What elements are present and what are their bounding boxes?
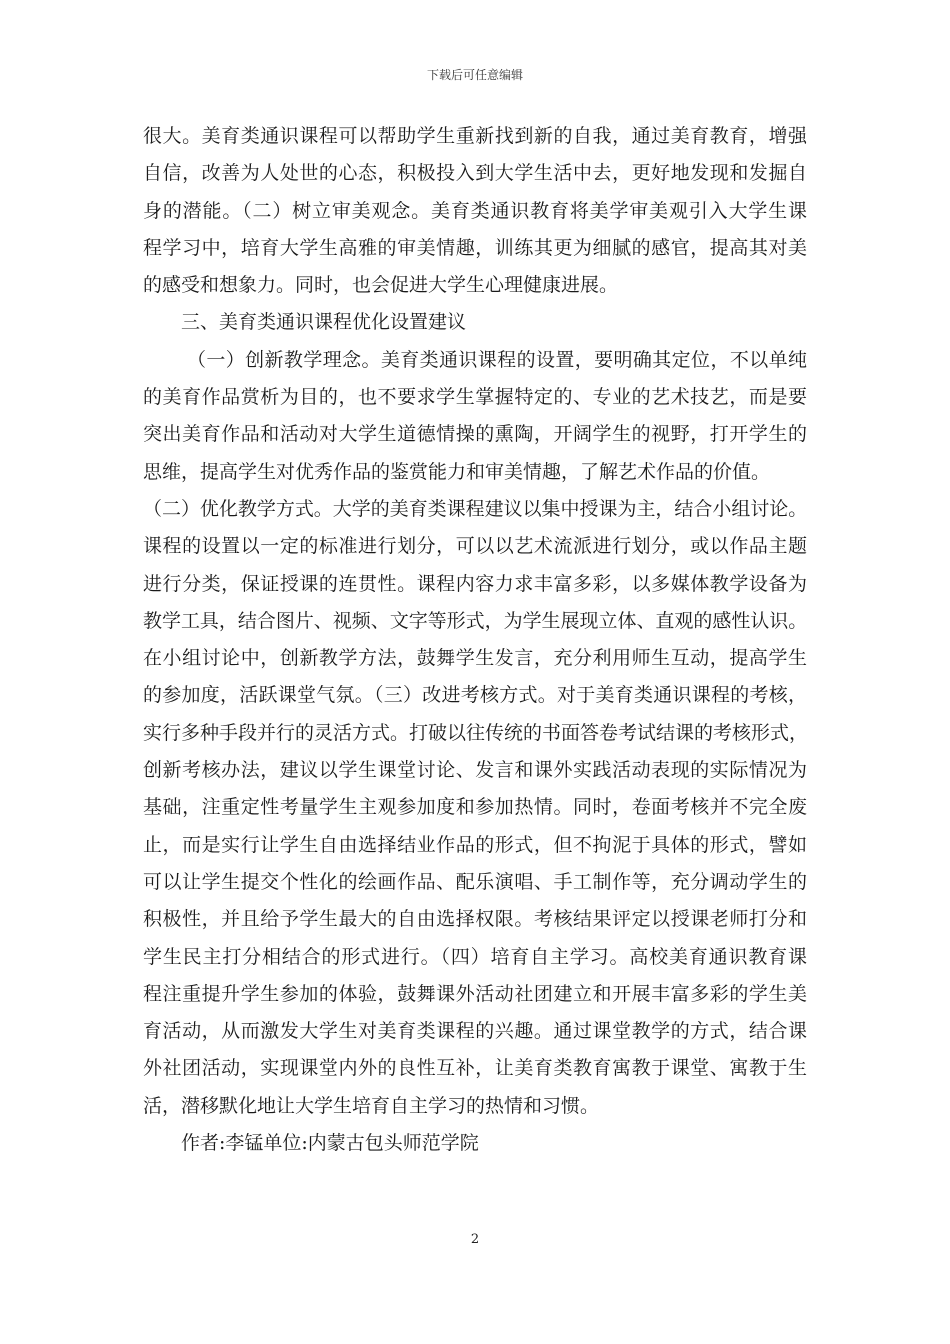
section-heading: 三、美育类通识课程优化设置建议	[181, 311, 467, 334]
paragraph-line: 积极性，并且给予学生最大的自由选择权限。考核结果评定以授课老师打分和	[143, 908, 807, 931]
page-header: 下载后可任意编辑	[426, 68, 523, 82]
paragraph-line: 很大。美育类通识课程可以帮助学生重新找到新的自我，通过美育教育，增强	[143, 125, 807, 147]
paragraph-line: （二）优化教学方式。大学的美育类课程建议以集中授课为主，结合小组讨论。	[143, 497, 807, 520]
paragraph-line: 学生民主打分相结合的形式进行。（四）培育自主学习。高校美育通识教育课	[143, 945, 807, 968]
paragraph-line: （一）创新教学理念。美育类通识课程的设置，要明确其定位，不以单纯	[187, 348, 807, 371]
paragraph-line: 育活动，从而激发大学生对美育类课程的兴趣。通过课堂教学的方式，结合课	[143, 1020, 807, 1043]
paragraph-line: 身的潜能。（二）树立审美观念。美育类通识教育将美学审美观引入大学生课	[143, 199, 807, 222]
paragraph-line: 实行多种手段并行的灵活方式。打破以往传统的书面答卷考试结课的考核形式，	[143, 721, 809, 744]
paragraph-line: 止，而是实行让学生自由选择结业作品的形式，但不拘泥于具体的形式，譬如	[143, 833, 807, 856]
paragraph-line: 的参加度，活跃课堂气氛。（三）改进考核方式。对于美育类通识课程的考核，	[143, 684, 807, 707]
paragraph-line: 基础，注重定性考量学生主观参加度和参加热情。同时，卷面考核并不完全废	[143, 796, 807, 819]
paragraph-line: 创新考核办法，建议以学生课堂讨论、发言和课外实践活动表现的实际情况为	[143, 759, 807, 782]
paragraph-line: 活，潜移默化地让大学生培育自主学习的热情和习惯。	[143, 1094, 600, 1117]
paragraph-line: 程注重提升学生参加的体验，鼓舞课外活动社团建立和开展丰富多彩的学生美	[143, 982, 807, 1005]
author-line: 作者:李锰单位:内蒙古包头师范学院	[181, 1132, 479, 1155]
paragraph-line: 教学工具，结合图片、视频、文字等形式，为学生展现立体、直观的感性认识。	[143, 609, 807, 632]
paragraph-line: 自信，改善为人处世的心态，积极投入到大学生活中去，更好地发现和发掘自	[143, 162, 807, 185]
page-number: 2	[470, 1232, 480, 1247]
paragraph-line: 外社团活动，实现课堂内外的良性互补，让美育类教育寓教于课堂、寓教于生	[143, 1057, 807, 1080]
paragraph-line: 程学习中，培育大学生高雅的审美情趣，训练其更为细腻的感官，提高其对美	[143, 236, 807, 259]
paragraph-line: 进行分类，保证授课的连贯性。课程内容力求丰富多彩，以多媒体教学设备为	[143, 572, 807, 595]
paragraph-line: 的感受和想象力。同时，也会促进大学生心理健康进展。	[143, 274, 619, 297]
paragraph-line: 课程的设置以一定的标准进行划分，可以以艺术流派进行划分，或以作品主题	[143, 535, 807, 558]
paragraph-line: 可以让学生提交个性化的绘画作品、配乐演唱、手工制作等，充分调动学生的	[143, 870, 807, 893]
body-text	[143, 118, 807, 1162]
paragraph-line: 的美育作品赏析为目的，也不要求学生掌握特定的、专业的艺术技艺，而是要	[143, 386, 807, 409]
paragraph-line: 突出美育作品和活动对大学生道德情操的熏陶，开阔学生的视野，打开学生的	[143, 423, 807, 446]
paragraph-line: 在小组讨论中，创新教学方法，鼓舞学生发言，充分利用师生互动，提高学生	[143, 647, 807, 670]
paragraph-line: 思维，提高学生对优秀作品的鉴赏能力和审美情趣，了解艺术作品的价值。	[143, 460, 771, 483]
